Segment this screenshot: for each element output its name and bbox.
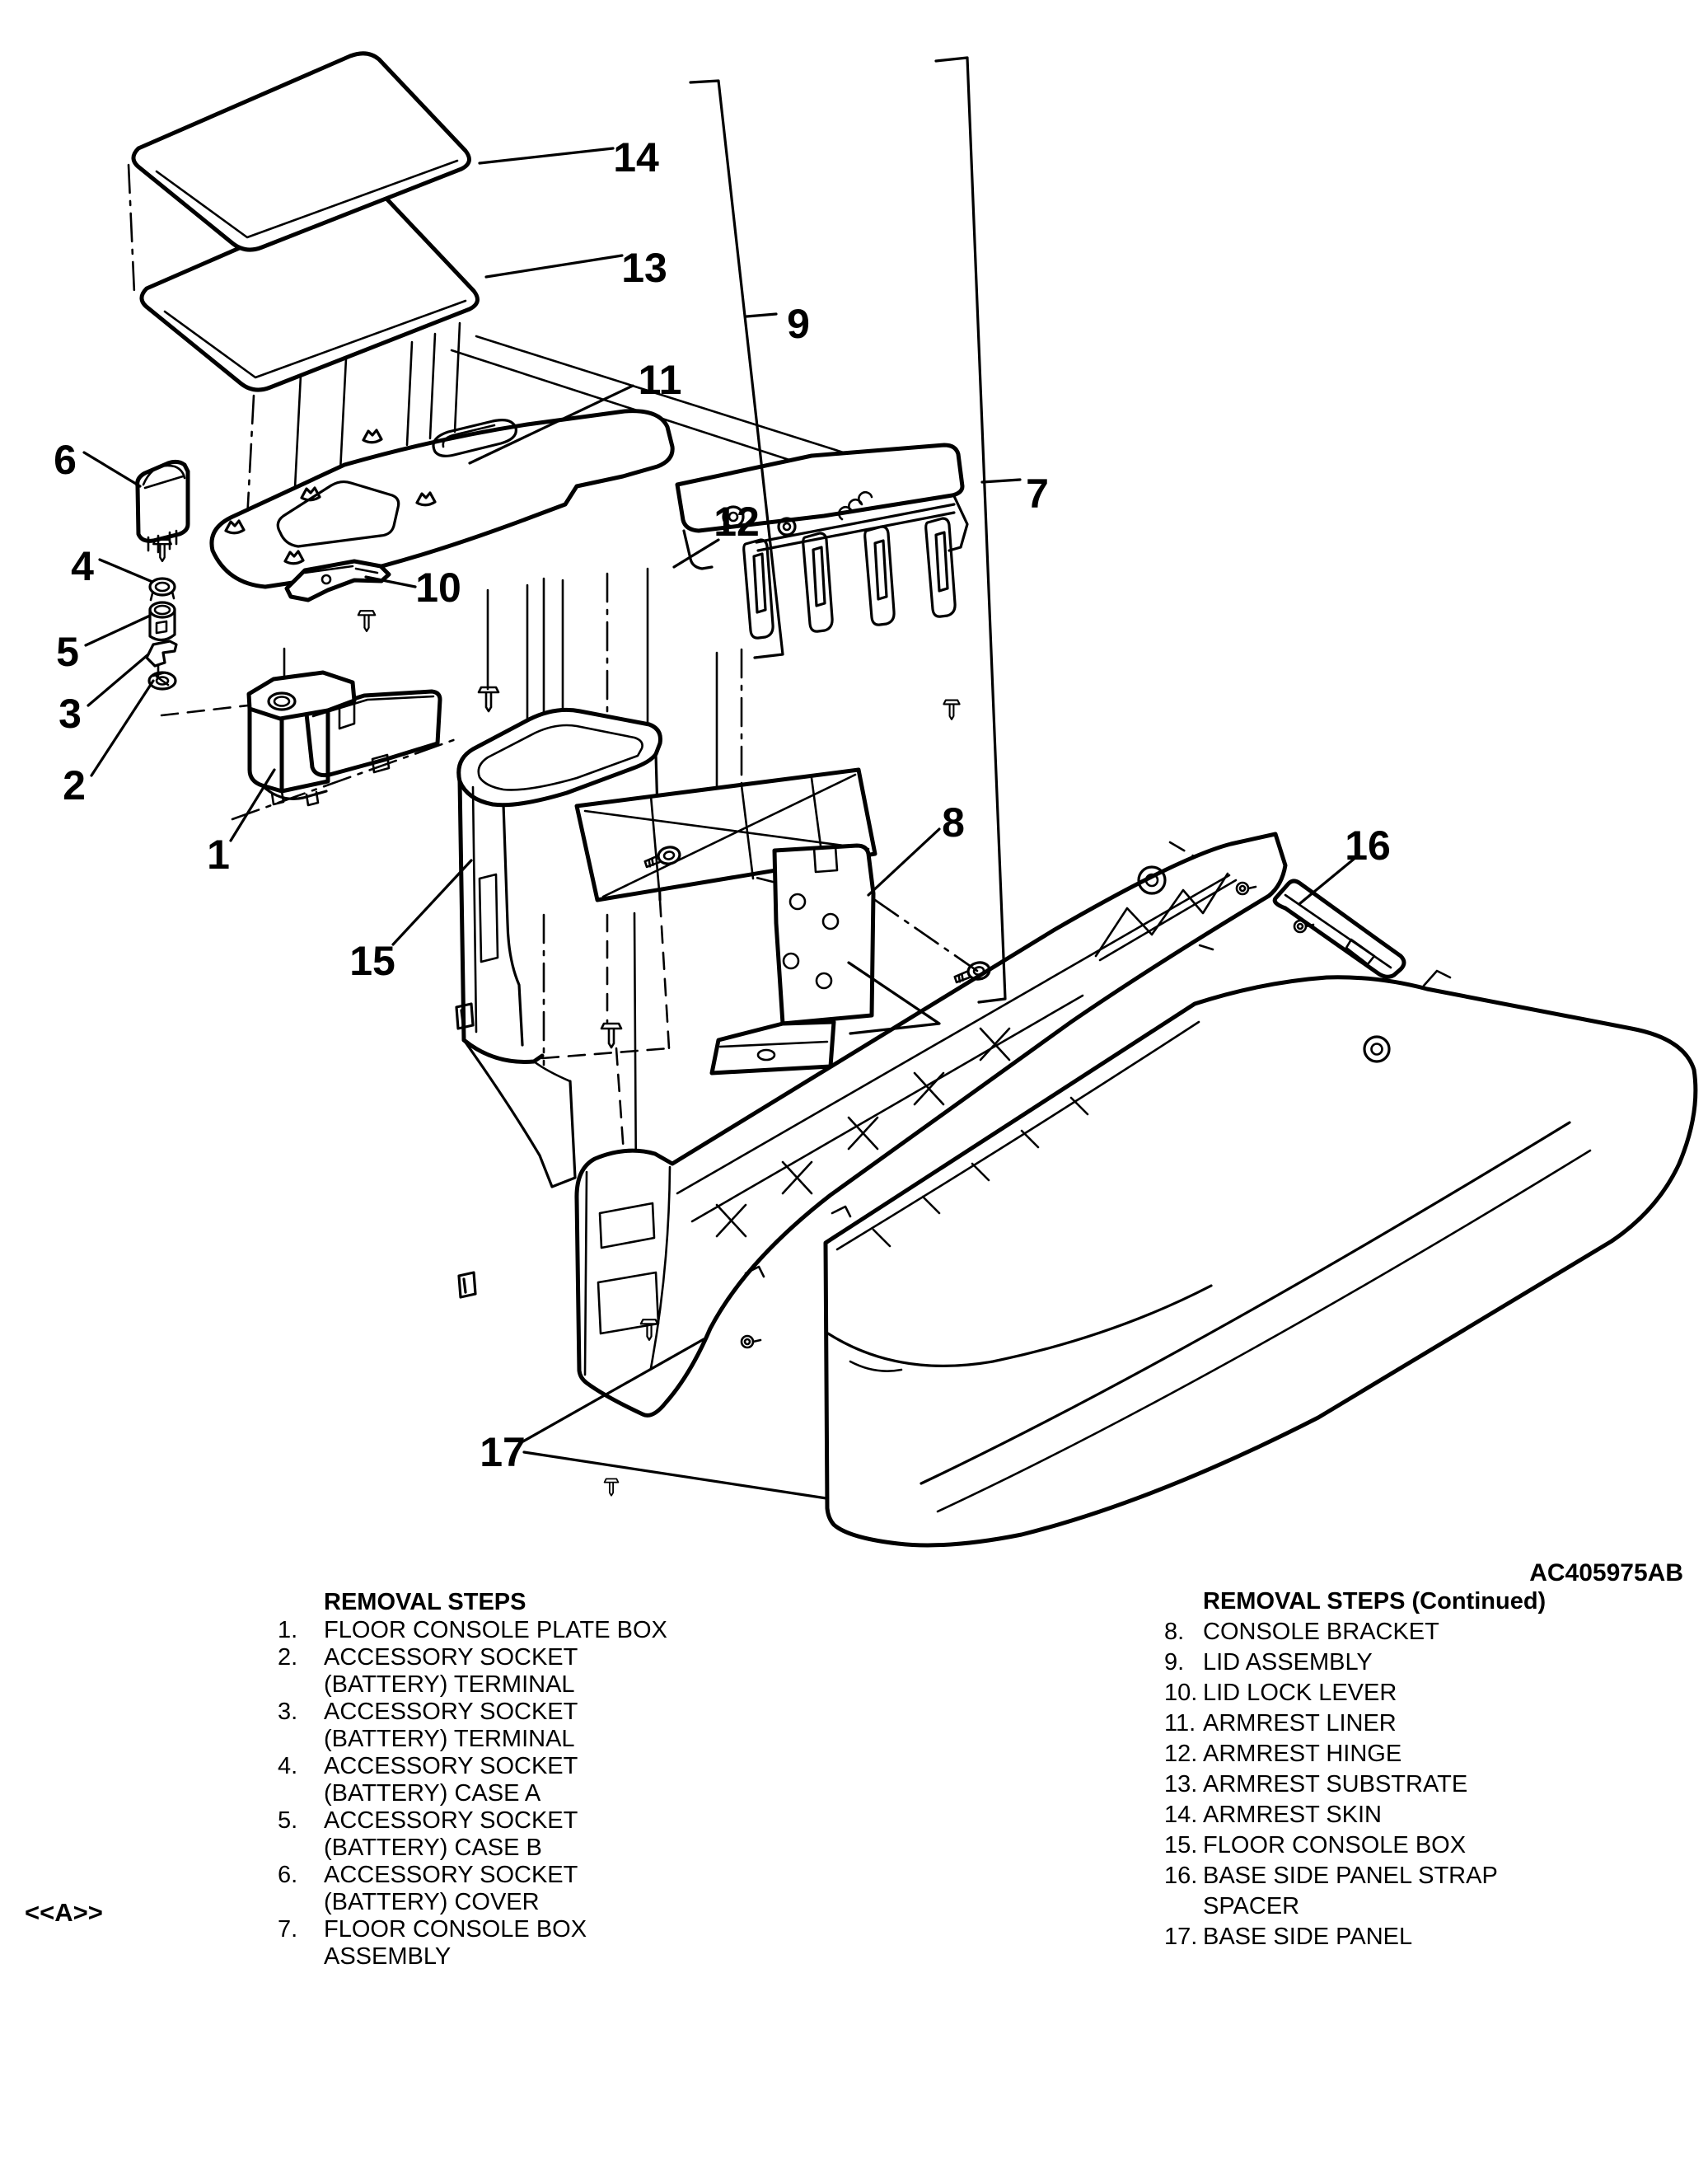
legend-item-text: (BATTERY) COVER [324, 1889, 540, 1915]
legend-item-number: 10. [1164, 1680, 1198, 1706]
armrest-skin [133, 54, 470, 250]
callout-2: 2 [63, 762, 86, 808]
legend-item-text: (BATTERY) CASE B [324, 1835, 542, 1861]
legend-item-number [278, 1726, 324, 1753]
callout-12: 12 [714, 499, 760, 545]
legend-item-text: SPACER [1203, 1893, 1300, 1919]
legend-item-number [278, 1780, 324, 1807]
legend-row [1164, 1800, 1692, 1830]
legend-item-text: ACCESSORY SOCKET [324, 1753, 578, 1779]
callout-14: 14 [613, 134, 659, 180]
legend-item-number: 7. [278, 1916, 298, 1943]
legend-item-text: ARMREST LINER [1203, 1710, 1397, 1736]
legend-row [278, 1671, 937, 1699]
socket-case-b [150, 602, 175, 640]
legend-item-number: 13. [1164, 1771, 1198, 1797]
console-assembly-bracket-line [936, 58, 1005, 1002]
legend-item-text: ACCESSORY SOCKET [324, 1807, 578, 1834]
callout-17: 17 [480, 1429, 526, 1475]
view-label: <<A>> [25, 1898, 103, 1927]
legend-item-number: 1. [278, 1617, 298, 1643]
callout-3: 3 [58, 691, 82, 737]
legend-row [1164, 1769, 1692, 1800]
screw [943, 701, 959, 719]
legend-row [278, 1617, 937, 1644]
legend-row [278, 1835, 937, 1862]
legend-item-text: ARMREST SUBSTRATE [1203, 1771, 1468, 1797]
legend-item-text: FLOOR CONSOLE PLATE BOX [324, 1617, 667, 1643]
legend-rows-left [278, 1617, 937, 1971]
screw [605, 1479, 619, 1495]
legend-item-text: (BATTERY) CASE A [324, 1780, 541, 1807]
legend-row [278, 1699, 937, 1726]
legend-item-text: CONSOLE BRACKET [1203, 1619, 1439, 1645]
legend-item-text: FLOOR CONSOLE BOX [1203, 1832, 1467, 1858]
callout-9: 9 [787, 301, 810, 347]
liner-clip [363, 430, 381, 443]
screw [742, 1336, 760, 1347]
legend-item-number: 5. [278, 1807, 298, 1834]
callout-1: 1 [207, 832, 230, 878]
legend-row [278, 1644, 937, 1671]
legend-item-number: 6. [278, 1862, 298, 1888]
legend-row [1164, 1739, 1692, 1769]
legend-row [1164, 1708, 1692, 1739]
legend-item-text: (BATTERY) TERMINAL [324, 1671, 575, 1698]
legend-row [1164, 1678, 1692, 1708]
legend-row [1164, 1830, 1692, 1861]
floor-console-plate-box [249, 673, 440, 805]
legend-item-text: ACCESSORY SOCKET [324, 1862, 578, 1888]
hinge-strap [865, 527, 894, 625]
legend-row [278, 1726, 937, 1753]
legend-item-number [278, 1835, 324, 1862]
legend-item-number: 11. [1164, 1710, 1196, 1736]
legend-rows-right [1164, 1617, 1692, 1952]
legend-row [278, 1862, 937, 1889]
screw [601, 1024, 621, 1047]
legend-item-number: 8. [1164, 1619, 1185, 1645]
legend-item-number [278, 1943, 324, 1971]
legend-row [278, 1889, 937, 1916]
legend-row [278, 1753, 937, 1780]
socket-cover [138, 462, 188, 552]
legend-row [1164, 1861, 1692, 1891]
callout-16: 16 [1345, 823, 1391, 869]
callout-7: 7 [1026, 471, 1049, 517]
removal-steps-right [1164, 1586, 1692, 1952]
accessory-socket-parts [138, 462, 188, 689]
legend-item-text: ARMREST HINGE [1203, 1741, 1402, 1767]
legend-item-text: BASE SIDE PANEL [1203, 1924, 1413, 1950]
legend-item-text: ACCESSORY SOCKET [324, 1699, 578, 1725]
legend-row [1164, 1647, 1692, 1678]
socket-screw [153, 540, 171, 561]
legend-item-number: 16. [1164, 1863, 1198, 1889]
callout-8: 8 [942, 799, 965, 846]
floor-console-box [459, 710, 669, 1187]
legend-row [1164, 1891, 1692, 1922]
legend-item-number: 12. [1164, 1741, 1198, 1767]
legend-row [278, 1807, 937, 1835]
callout-4: 4 [71, 543, 94, 589]
legend-item-text: BASE SIDE PANEL STRAP [1203, 1863, 1498, 1889]
hinge-strap [803, 533, 832, 631]
legend-title-right: REMOVAL STEPS (Continued) [1203, 1588, 1547, 1615]
lever-screw [358, 611, 375, 631]
legend-item-number: 9. [1164, 1649, 1185, 1675]
legend-item-number: 14. [1164, 1802, 1198, 1828]
figure-code: AC405975AB [1529, 1559, 1683, 1586]
legend-row [278, 1943, 937, 1971]
legend-item-text: LID LOCK LEVER [1203, 1680, 1397, 1706]
clip [459, 1272, 475, 1297]
removal-steps-left [278, 1587, 937, 1971]
legend-item-number: 15. [1164, 1832, 1198, 1858]
armrest-liner [212, 411, 672, 587]
legend-row [1164, 1617, 1692, 1647]
legend-item-number [278, 1671, 324, 1699]
legend-title-left: REMOVAL STEPS [324, 1589, 526, 1615]
callout-13: 13 [621, 245, 667, 291]
legend-item-text: ACCESSORY SOCKET [324, 1644, 578, 1671]
legend-item-text: ASSEMBLY [324, 1943, 452, 1970]
legend-row [1164, 1922, 1692, 1952]
callout-10: 10 [415, 565, 461, 611]
callout-6: 6 [54, 437, 77, 483]
legend-item-number [1164, 1891, 1203, 1922]
lid-lock-lever [287, 561, 389, 631]
legend-item-text: LID ASSEMBLY [1203, 1649, 1373, 1675]
legend-item-number: 4. [278, 1753, 298, 1779]
legend-row [278, 1780, 937, 1807]
legend-item-number: 3. [278, 1699, 298, 1725]
callout-15: 15 [349, 938, 395, 984]
callout-5: 5 [56, 629, 79, 675]
screw [479, 687, 498, 711]
legend-item-number [278, 1889, 324, 1916]
legend-item-text: ARMREST SKIN [1203, 1802, 1383, 1828]
hinge-strap [926, 518, 955, 616]
callout-11: 11 [638, 357, 682, 403]
legend-row [278, 1916, 937, 1943]
hinge-strap [744, 540, 773, 638]
legend-item-number: 17. [1164, 1924, 1198, 1950]
legend-item-text: (BATTERY) TERMINAL [324, 1726, 575, 1752]
socket-terminal-bracket [147, 641, 176, 676]
legend-item-number: 2. [278, 1644, 298, 1671]
legend-item-text: FLOOR CONSOLE BOX [324, 1916, 587, 1943]
